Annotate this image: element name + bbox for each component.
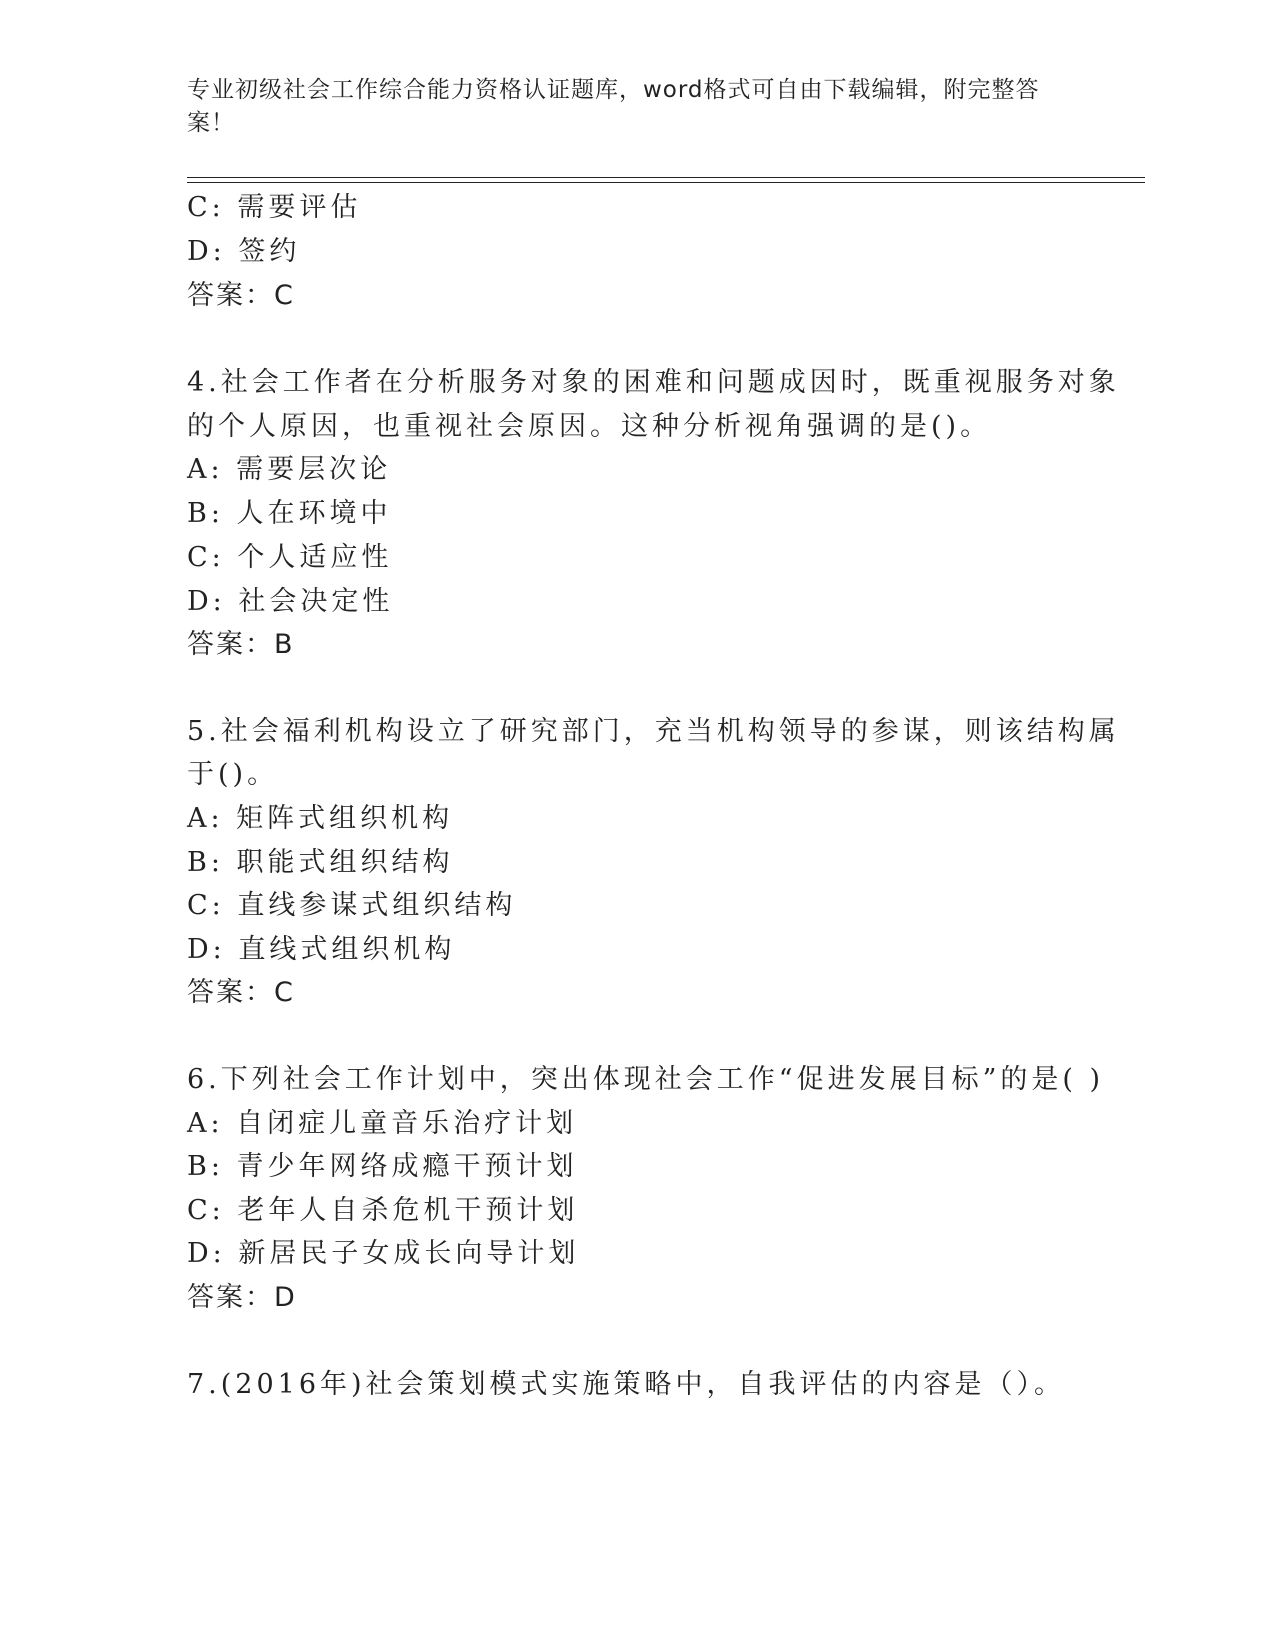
question-6-option-c: C: 老年人自杀危机干预计划 — [187, 1195, 579, 1226]
option-d: D: 签约 — [187, 236, 301, 267]
question-4-stem-line2: 的个人原因，也重视社会原因。这种分析视角强调的是()。 — [187, 411, 992, 442]
question-5-stem-line1: 5.社会福利机构设立了研究部门，充当机构领导的参谋，则该结构属 — [187, 716, 1120, 747]
question-6-stem-line1: 6.下列社会工作计划中，突出体现社会工作“促进发展目标”的是( ) — [187, 1064, 1105, 1095]
question-4-option-c: C: 个人适应性 — [187, 542, 393, 573]
question-6-answer: 答案：D — [187, 1282, 297, 1313]
question-4-option-d: D: 社会决定性 — [187, 586, 394, 617]
question-5-option-c: C: 直线参谋式组织结构 — [187, 890, 517, 921]
question-4-option-b: B: 人在环境中 — [187, 498, 392, 529]
question-5-option-d: D: 直线式组织机构 — [187, 934, 456, 965]
header-divider — [187, 177, 1145, 178]
question-5-stem-line2: 于()。 — [187, 759, 279, 790]
answer: 答案：C — [187, 280, 295, 311]
option-c: C: 需要评估 — [187, 192, 362, 223]
question-6-option-a: A: 自闭症儿童音乐治疗计划 — [187, 1108, 578, 1139]
question-7-stem-line1: 7.(2016年)社会策划模式实施策略中，自我评估的内容是（）。 — [187, 1369, 1066, 1400]
question-6-option-b: B: 青少年网络成瘾干预计划 — [187, 1151, 578, 1182]
question-4-option-a: A: 需要层次论 — [187, 454, 392, 485]
page-header-title: 专业初级社会工作综合能力资格认证题库，word格式可自由下载编辑，附完整答案！ — [187, 77, 1040, 136]
question-4-stem-line1: 4.社会工作者在分析服务对象的困难和问题成因时，既重视服务对象 — [187, 367, 1120, 398]
header-divider-second — [187, 182, 1145, 183]
question-6-option-d: D: 新居民子女成长向导计划 — [187, 1238, 580, 1269]
question-5-option-a: A: 矩阵式组织机构 — [187, 803, 454, 834]
question-4-answer: 答案：B — [187, 629, 295, 660]
question-5-answer: 答案：C — [187, 977, 295, 1008]
question-5-option-b: B: 职能式组织结构 — [187, 847, 454, 878]
